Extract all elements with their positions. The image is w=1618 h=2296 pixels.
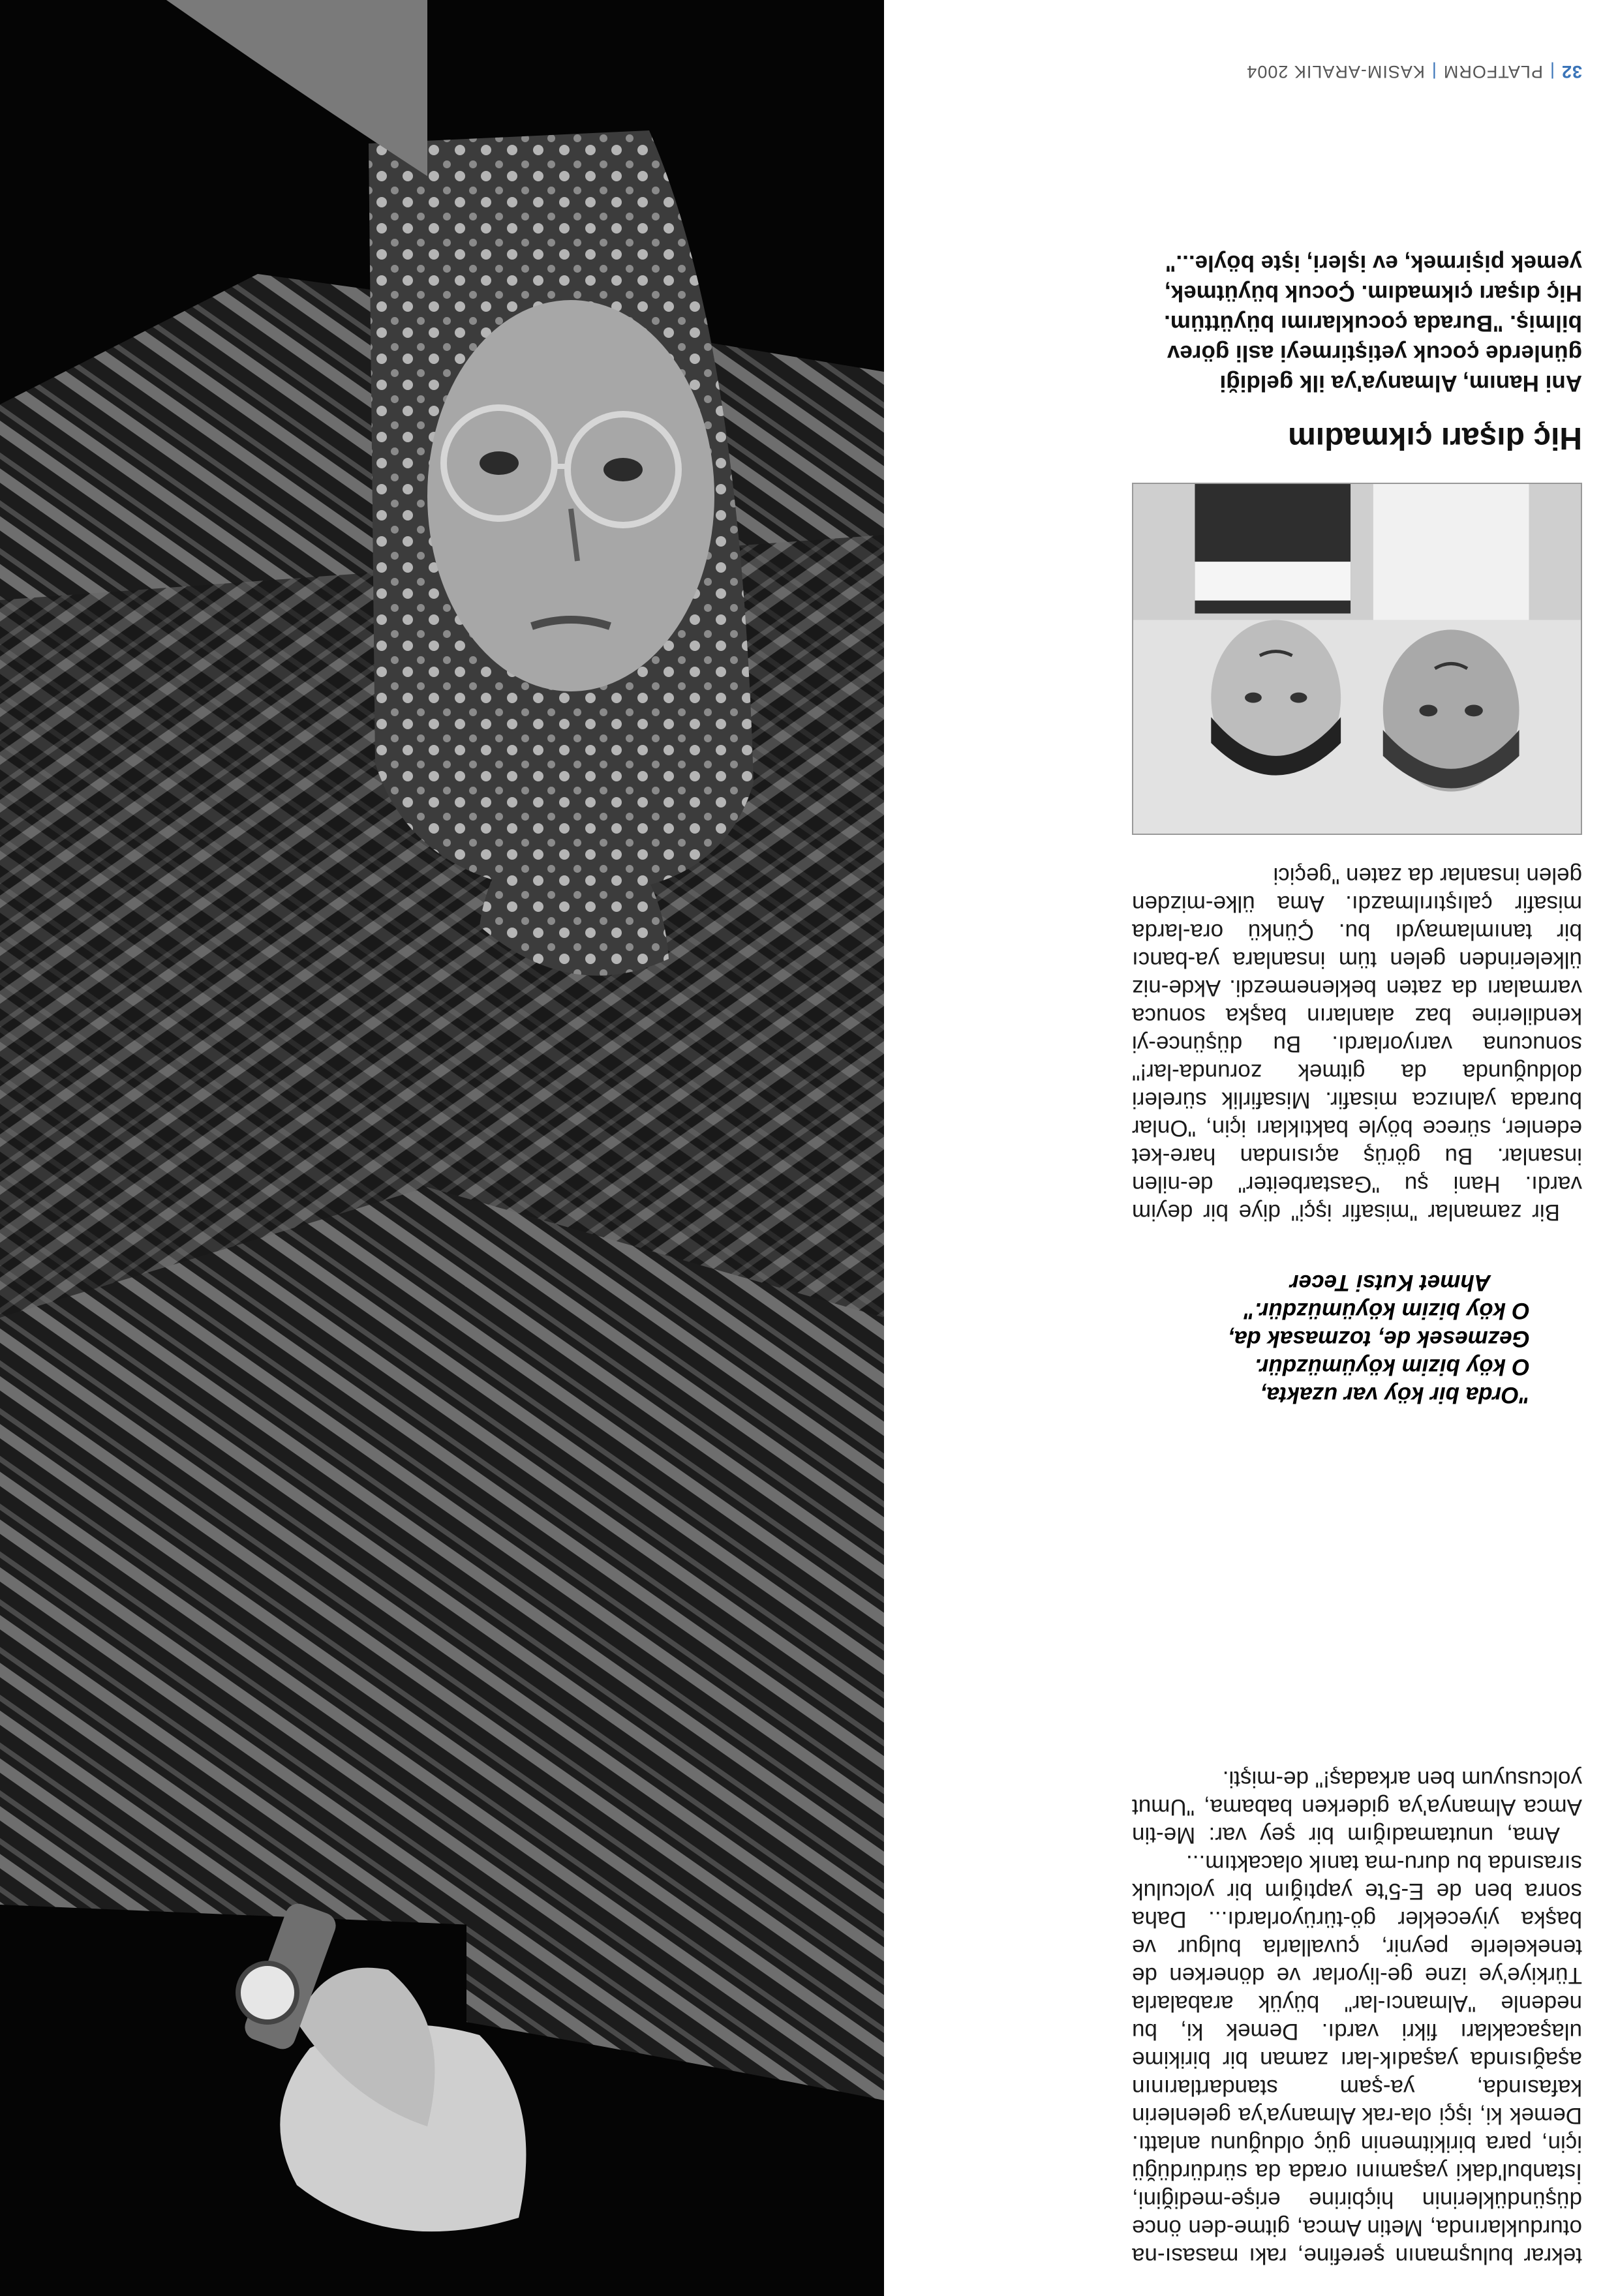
page-footer [1132, 61, 1582, 82]
footer-separator: | [1549, 62, 1555, 82]
footer-separator: | [1431, 62, 1437, 82]
page-number: 32 [1561, 62, 1582, 82]
poem-quote [1132, 1269, 1582, 1409]
paragraph: Ama, unutamadığım bir şey var: Me-tin Amca Almanya'ya giderken babama, "Umut yolcusuyum ben arkadaş!" de-mişti. [1132, 1766, 1582, 1848]
magazine-name: PLATFORM [1442, 62, 1543, 82]
poem-line: O köy bizim köyümüzdür." [1244, 1298, 1530, 1323]
gutter [884, 0, 910, 2296]
section-intro: Ani Hanım, Almanya'ya ilk geldiği günlerde çocuk yetiştirmeyi asli görev bilmiş. "Burada çocuklarımı büyüttüm. Hiç dışarı çıkmadım. Çocuk büyütmek, yemek pişirmek, ev işleri, işte böyle..." [1164, 250, 1582, 396]
paragraph: Bir zamanlar "misafir işçi" diye bir deyim vardı. Hani şu "Gastarbeiter" de-nilen insanlar. Bu görüş açısından hare-ket edenler, sürece böyle baktıkları için, "Onlar burada yalnızca misafir. Misafirlik süreleri dolduğunda da gitmek zorunda-lar!" sonucuna varıyorlardı. Bu düşünce-yi kendilerine baz alanların başka sonuca varmaları da zaten beklenemezdi. Akde-niz ülkelerinden gelen tüm insanlara ya-bancı bir tanımlamaydı bu. Çünkü ora-larda misafir çalıştırılmazdı. Ama ülke-mizden gelen insanlar da zaten "geçici [1132, 863, 1582, 1225]
article-body-part-1 [1132, 1765, 1582, 2270]
poem-line: "Orda bir köy var uzakta, [1260, 1382, 1530, 1408]
article-body-part-2 [1132, 862, 1582, 1226]
poem-author: Ahmet Kutsi Tecer [1290, 1270, 1491, 1295]
small-photo-two-boys [1132, 483, 1582, 835]
text-column [923, 0, 1582, 2296]
section-heading: Hiç dışarı çıkmadım [1288, 421, 1582, 455]
poem-line: O köy bizim köyümüzdür. [1254, 1354, 1530, 1380]
boys-photo-image [1133, 484, 1581, 834]
paragraph: tekrar buluşmanın şerefine, rakı masası-na oturduklarında, Metin Amca, gitme-den önce düşündüklerinin hiçbirine erişe-mediğini, İstanbul'daki yaşamını orada da sürdürdüğü için, para birikitmenin güç olduğunu anlattı. Demek ki, işçi ola-rak Almanya'ya gelenlerin kafasında, ya-şam standartlarının aşağısında yaşadık-ları zaman bir birikime ulaşacakları fikri vardı. Demek ki, bu nedenle "Almancı-lar" büyük arabalarla Türkiye'ye izne ge-liyorlar ve dönerken de tenekelerle peynir, çuvallarla bulgur ve başka yiyecekler gö-türüyorlardı... Daha sonra ben de E-5'te yaptığım bir yolculuk sırasında bu duru-ma tanık olacaktım... [1132, 1850, 1582, 2269]
poem-line: Gezmesek de, tozmasak da, [1228, 1326, 1530, 1352]
issue-date: KASIM-ARALIK 2004 [1246, 62, 1425, 82]
